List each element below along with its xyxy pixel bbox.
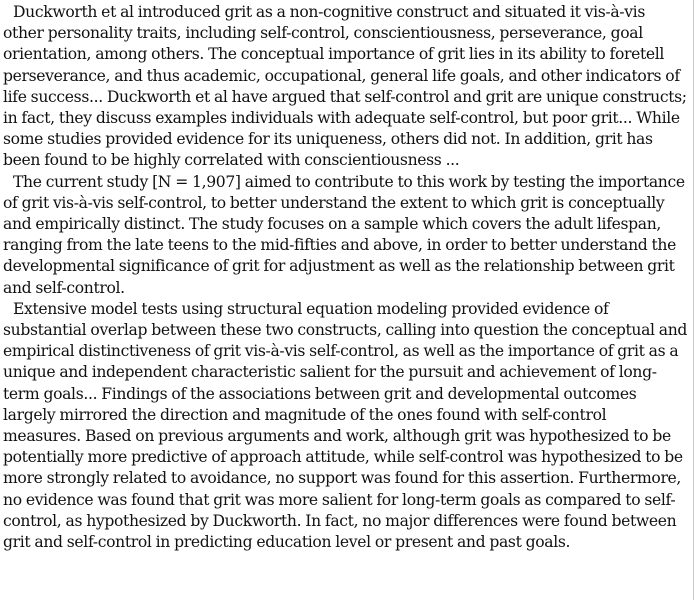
paragraph-current-study: The current study [N = 1,907] aimed to contribute to this work by testing the importance of grit vis-à-vis self-control, to better understand the extent to which grit is conceptually and empirically distinct. The study focuses on a sample which covers the adult lifespan, ranging from the late teens to the mid-fifties and above, in order to better understand the developmental significance of grit for adjustment as well as the relationship between grit and self-control. bbox=[3, 172, 685, 297]
paragraph-intro: Duckworth et al introduced grit as a non-cognitive construct and situated it vis-à-vis other personality traits, including self-control, conscientiousness, perseverance, goal orientation, among others. The conceptual importance of grit lies in its ability to foretell perseverance, and thus academic, occupational, general life goals, and other indicators of life success... Duckworth et al have argued that self-control and grit are unique constructs; in fact, they discuss examples individuals with adequate self-control, but poor grit... While some studies provided evidence for its uniqueness, others did not. In addition, grit has been found to be highly correlated with conscientiousness ... bbox=[3, 3, 687, 170]
paragraph-findings: Extensive model tests using structural equation modeling provided evidence of substantial overlap between these two constructs, calling into question the conceptual and empirical distinctiveness of grit vis-à-vis self-control, as well as the importance of grit as a unique and independent characteristic salient for the pursuit and achievement of long-term goals... Findings of the associations between grit and developmental outcomes largely mirrored the direction and magnitude of the ones found with self-control measures. Based on previous arguments and work, although grit was hypothesized to be potentially more predictive of approach attitude, while self-control was hypothesized to be more strongly related to avoidance, no support was found for this assertion. Furthermore, no evidence was found that grit was more salient for long-term goals as compared to self-control, as hypothesized by Duckworth. In fact, no major differences were found between grit and self-control in predicting education level or present and past goals. bbox=[3, 299, 688, 552]
